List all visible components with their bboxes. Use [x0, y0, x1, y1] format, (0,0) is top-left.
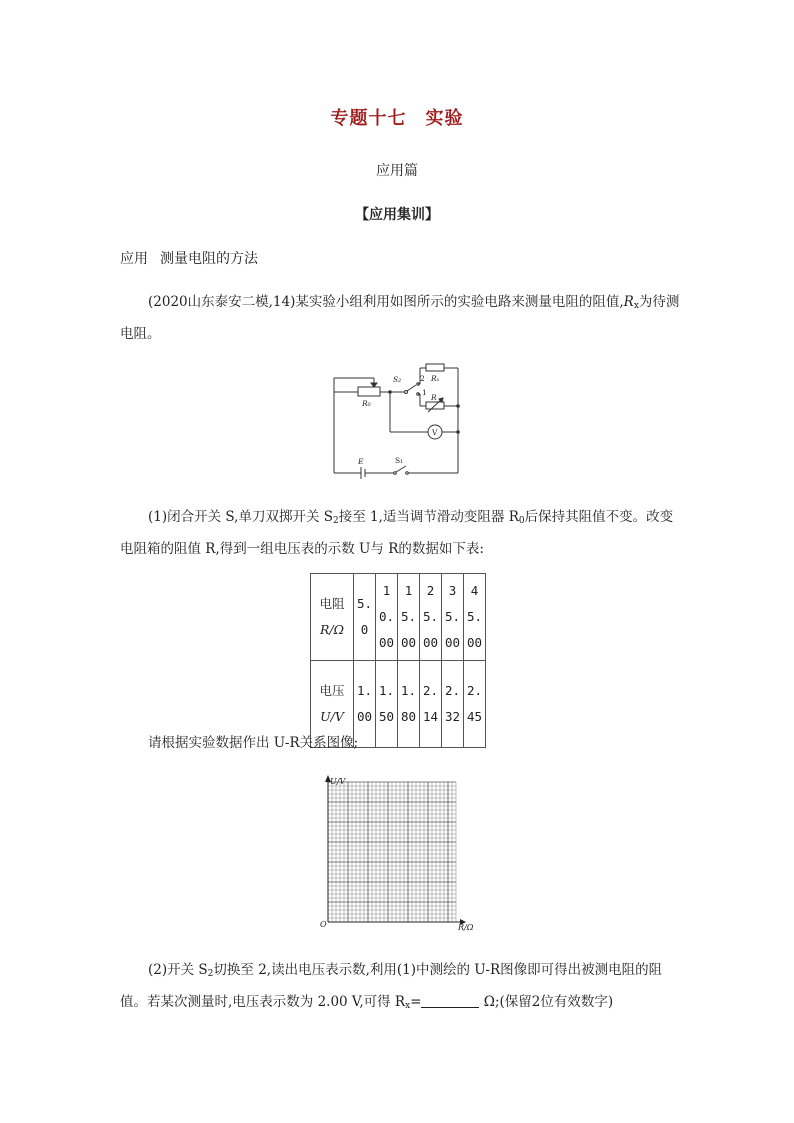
table-row — [311, 574, 486, 661]
graph-x-label: R/Ω — [458, 923, 474, 932]
cell-r-1: 5.0 — [354, 574, 376, 661]
q1-s2-sub: 2 — [333, 516, 339, 526]
q1-r0-sub: 0 — [518, 516, 525, 526]
label-s1: S₁ — [395, 456, 404, 465]
answer-blank[interactable] — [421, 993, 479, 1008]
label-s2: S₂ — [393, 375, 402, 384]
circuit-diagram — [328, 360, 468, 480]
rheostat-slider-icon — [371, 383, 377, 387]
graph-y-label: U/V — [330, 777, 346, 786]
question-1 — [120, 503, 680, 563]
switch-s1-blade — [396, 466, 406, 472]
application-topic: 测量电阻的方法 — [160, 251, 258, 267]
cell-u-4: 2.14 — [420, 661, 442, 748]
graph-origin-label: O — [320, 920, 327, 929]
cell-u-6: 2.45 — [464, 661, 486, 748]
application-label: 应用 — [120, 251, 148, 267]
row-label-resistance — [311, 574, 354, 661]
cell-u-5: 2.32 — [442, 661, 464, 748]
q2-s2-sub: 2 — [207, 969, 214, 979]
resistance-unit: R/Ω — [320, 622, 344, 637]
label-v: V — [432, 428, 438, 437]
q2-text2: 切换至 2,读出电压表示数,利用(1)中测绘的 U-R图像即可得出被测电阻的阻值。若某次测量时,电压表示数为 2.00 V,可得 R — [120, 962, 663, 1010]
label-rx: Rₓ — [431, 374, 440, 383]
rheostat-r0 — [358, 387, 380, 396]
q2-text4: Ω;(保留2位有效数字) — [483, 994, 614, 1010]
resistance-label: 电阻 — [319, 596, 345, 611]
cell-r-4: 25.00 — [420, 574, 442, 661]
question-2 — [120, 956, 680, 1020]
graph-paper — [316, 772, 482, 932]
resistor-rx — [426, 364, 444, 371]
instruction-text: 请根据实验数据作出 U-R关系图像; — [148, 735, 359, 751]
q2-text3: = — [410, 994, 422, 1010]
cell-r-5: 35.00 — [442, 574, 464, 661]
q1-text1: (1)闭合开关 S,单刀双掷开关 S — [148, 509, 334, 525]
switch-s2-blade — [407, 385, 416, 391]
cell-u-3: 1.80 — [398, 661, 420, 748]
q2-rx-sub: x — [405, 1001, 411, 1011]
cell-u-2: 1.50 — [376, 661, 398, 748]
page-subtitle: 应用篇 — [376, 163, 418, 179]
label-e: E — [358, 457, 364, 466]
label-r0: R₀ — [362, 399, 371, 408]
application-heading — [120, 248, 258, 268]
label-r: R — [431, 393, 437, 402]
voltage-label: 电压 — [319, 683, 345, 698]
cell-u-1: 1.00 — [354, 661, 376, 748]
rx-subscript: x — [633, 301, 639, 311]
voltage-unit: U/V — [320, 709, 344, 724]
section-heading: 【应用集训】 — [355, 207, 439, 223]
intro-paragraph — [120, 288, 680, 348]
rx-symbol: R — [623, 294, 634, 310]
cell-r-3: 15.00 — [398, 574, 420, 661]
page-title: 专题十七 实验 — [330, 108, 464, 129]
intro-text: (2020山东泰安二模,14)某实验小组利用如图所示的实验电路来测量电阻的阻值, — [148, 294, 624, 310]
q2-text1: (2)开关 S — [148, 962, 208, 978]
cell-r-2: 10.00 — [376, 574, 398, 661]
cell-r-6: 45.00 — [464, 574, 486, 661]
q1-text2: 接至 1,适当调节滑动变阻器 R — [338, 509, 519, 525]
intro-suffix: 为待测电阻。 — [120, 294, 680, 342]
label-pos2: 2 — [420, 374, 425, 383]
data-table — [310, 573, 486, 748]
q1-text3: 后保持其阻值不变。改变电阻箱的阻值 R,得到一组电压表的示数 U与 R的数据如下表: — [120, 509, 674, 557]
label-pos1: 1 — [422, 388, 427, 397]
